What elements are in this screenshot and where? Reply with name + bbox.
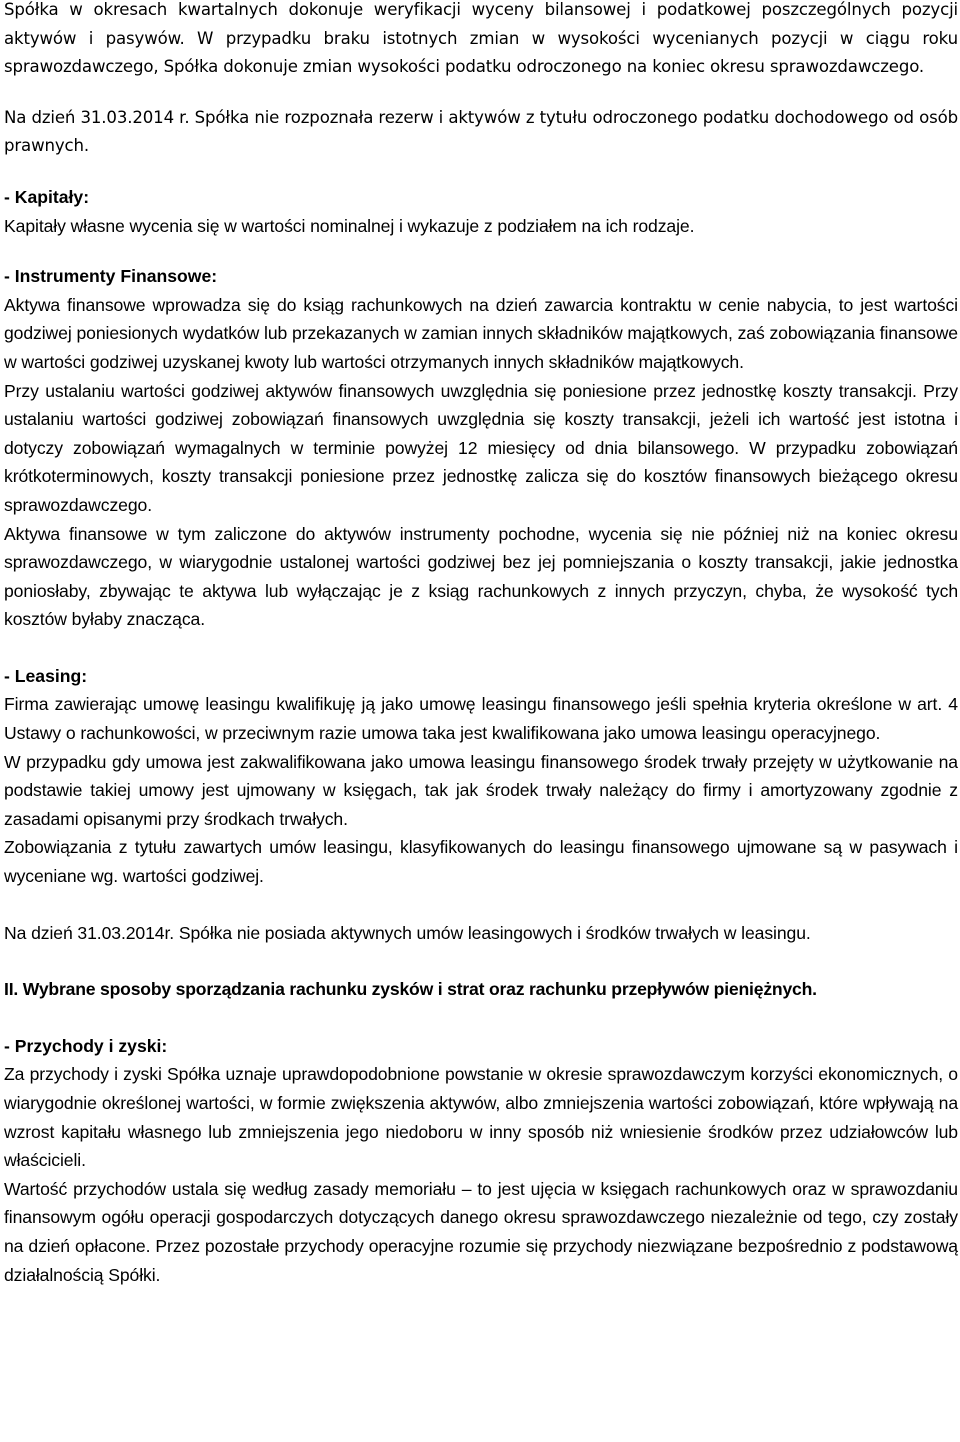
paragraph-revenue-accrual: Wartość przychodów ustala się według zasady memoriału – to jest ujęcia w księgach rachunkowych oraz w sprawozdaniu finansowym ogółu operacji gospodarczych dotyczących danego okresu sprawozdawczego niezależnie od tego, czy zostały na dzień opłacone. Przez pozostałe przychody operacyjne rozumie się przychody niezwiązane bezpośrednio z podstawową działalnością Spółki. [4, 1178, 958, 1285]
heading-leasing: - Leasing: [4, 665, 88, 686]
paragraph-financial-assets-initial: Aktywa finansowe wprowadza się do ksiąg rachunkowych na dzień zawarcia kontraktu w cenie nabycia, to jest wartości godziwej poniesionych wydatków lub przekazanych w zamian innych składników majątkowych, zaś zobowiązania finansowe w wartości godziwej uzyskanej kwoty lub wartości otrzymanych innych składników majątkowych. [4, 294, 958, 372]
paragraph-transaction-costs: Przy ustalaniu wartości godziwej aktywów finansowych uwzględnia się poniesione przez jednostkę koszty transakcji. Przy ustalaniu wartości godziwej zobowiązań finansowych uwzględnia się koszty transakcji, jeżeli ich wartość jest istotna i dotyczy zobowiązań wymagalnych w terminie powyżej 12 miesięcy od dnia bilansowego. W przypadku zobowiązań krótkoterminowych, koszty transakcji poniesione przez jednostkę zalicza się do kosztów finansowych bieżącego okresu sprawozdawczego. [4, 380, 958, 515]
heading-section-ii: II. Wybrane sposoby sporządzania rachunku zysków i strat oraz rachunku przepływów pieniężnych. [4, 979, 817, 1000]
heading-przychody-i-zyski: - Przychody i zyski: [4, 1035, 168, 1056]
paragraph-revenue-definition: Za przychody i zyski Spółka uznaje uprawdopodobnione powstanie w okresie sprawozdawczym korzyści ekonomicznych, o wiarygodnie określonej wartości, w formie zwiększenia aktywów, albo zmniejszenia wartości zobowiązań, które wpływają na wzrost kapitału własnego lub zmniejszenia jego niedoboru w inny sposób niż wniesienie środków przez udziałowców lub właścicieli. [4, 1064, 958, 1171]
paragraph-deferred-tax-status: Na dzień 31.03.2014 r. Spółka nie rozpoznała rezerw i aktywów z tytułu odroczonego podatku dochodowego od osób prawnych. [4, 107, 958, 156]
paragraph-leasing-fixed-assets: W przypadku gdy umowa jest zakwalifikowana jako umowa leasingu finansowego środek trwały przejęty w użytkowanie na podstawie takiej umowy jest ujmowany w księgach, tak jak środek trwały należący do firmy i amortyzowany zgodnie z zasadami opisanymi przy środkach trwałych. [4, 751, 958, 829]
paragraph-leasing-liabilities: Zobowiązania z tytułu zawartych umów leasingu, klasyfikowanych do leasingu finansowego ujmowane są w pasywach i wyceniane wg. wartości godziwej. [4, 837, 958, 887]
document-page [4, 0, 958, 1289]
heading-kapitaly: - Kapitały: [4, 186, 90, 207]
paragraph-leasing-status: Na dzień 31.03.2014r. Spółka nie posiada aktywnych umów leasingowych i środków trwałych w leasingu. [4, 922, 811, 943]
paragraph-deferred-tax-review: Spółka w okresach kwartalnych dokonuje weryfikacji wyceny bilansowej i podatkowej poszczególnych pozycji aktywów i pasywów. W przypadku braku istotnych zmian w wysokości wycenianych pozycji w ciągu roku sprawozdawczego, Spółka dokonuje zmian wysokości podatku odroczonego na koniec okresu sprawozdawczego. [4, 0, 958, 77]
paragraph-kapitaly: Kapitały własne wycenia się w wartości nominalnej i wykazuje z podziałem na ich rodzaje. [4, 215, 695, 236]
heading-instrumenty-finansowe: - Instrumenty Finansowe: [4, 266, 218, 287]
paragraph-leasing-classification: Firma zawierając umowę leasingu kwalifikuję ją jako umowę leasingu finansowego jeśli spełnia kryteria określone w art. 4 Ustawy o rachunkowości, w przeciwnym razie umowa taka jest kwalifikowana jako umowa leasingu operacyjnego. [4, 694, 958, 744]
paragraph-financial-assets-valuation: Aktywa finansowe w tym zaliczone do aktywów instrumenty pochodne, wycenia się nie później niż na koniec okresu sprawozdawczego, w wiarygodnie ustalonej wartości godziwej bez jej pomniejszania o koszty transakcji, jakie jednostka poniosłaby, zbywając te aktywa lub wyłączając je z ksiąg rachunkowych z innych przyczyn, chyba, że wysokość tych kosztów byłaby znacząca. [4, 523, 958, 630]
